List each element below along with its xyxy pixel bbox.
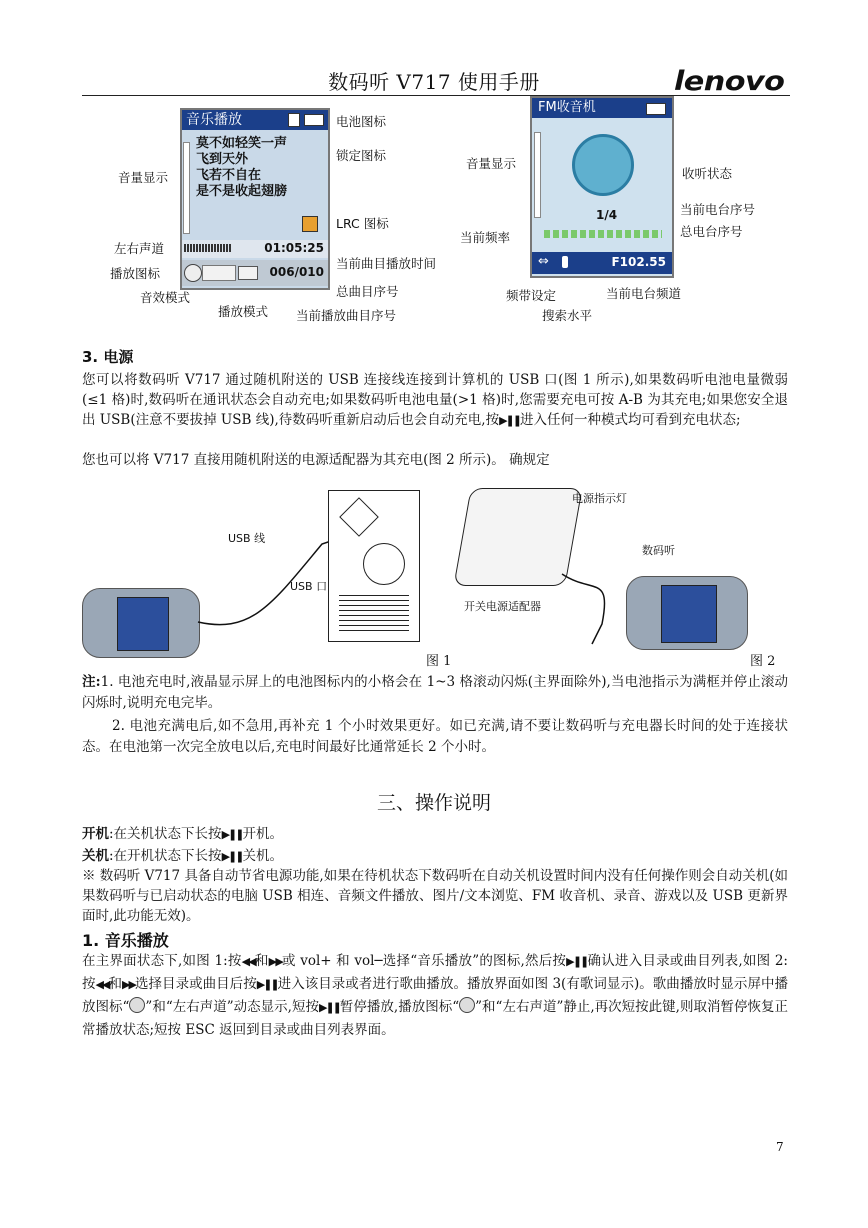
music-text: 和 <box>108 976 123 992</box>
next-icon: ▶▶ <box>122 978 135 991</box>
callout-lrc: LRC 图标 <box>336 216 389 231</box>
music-text: 选择目录或曲目后按 <box>135 976 257 992</box>
music-screen <box>180 108 330 290</box>
fig2-caption: 图 2 <box>750 654 776 669</box>
band-arrows-icon: ⇔ <box>538 254 549 269</box>
music-player-figure <box>100 104 450 324</box>
lock-icon <box>288 113 300 127</box>
callout-current-station: 当前电台序号 <box>680 202 756 217</box>
callout-channel: 左右声道 <box>114 241 165 256</box>
label-power-light: 电源指示灯 <box>572 492 627 505</box>
callout-volume: 音量显示 <box>466 156 517 171</box>
computer-tower <box>328 490 420 642</box>
callout-eq: 音效模式 <box>140 290 191 305</box>
player-device-right <box>626 576 748 650</box>
disc-icon <box>129 997 145 1013</box>
fan-grill <box>363 543 405 585</box>
label-player: 数码听 <box>642 544 675 557</box>
note-1-text: 1. 电池充电时,液晶显示屏上的电池图标内的小格会在 1~3 格滚动闪烁(主界面除外),当电池指示为满框并停止滚动闪烁时,说明充电完毕。 <box>82 674 789 711</box>
play-pause-icon: ▶❚❚ <box>318 1001 340 1014</box>
volume-bar <box>183 142 190 234</box>
label-usb-port: USB 口 <box>290 580 328 593</box>
page-number: 7 <box>776 1140 784 1154</box>
lyric-line: 莫不如轻笑一声 <box>196 136 288 151</box>
eq-icon <box>202 265 236 281</box>
player-screen <box>117 597 169 651</box>
music-text: 在主界面状态下,如图 1:按 <box>82 953 242 969</box>
antenna-status-icon <box>572 134 634 196</box>
lyrics-area <box>196 136 287 200</box>
callout-channel: 当前电台频道 <box>606 286 682 301</box>
fm-radio-figure <box>460 96 756 326</box>
search-level-icon <box>562 256 568 268</box>
note-2: 2. 电池充满电后,如不急用,再补充 1 个小时效果更好。如已充满,请不要让数码听与充电器长时间的处于连接状态。在电池第一次完全放电以后,充电时间最好比通常延长 2 个小时。 <box>82 718 788 755</box>
callout-mode: 播放模式 <box>218 304 269 319</box>
fm-screen <box>530 96 674 278</box>
fm-screen-title: FM收音机 <box>532 98 672 118</box>
power-off-text-end: 关机。 <box>242 848 283 864</box>
vent-slots <box>339 591 409 631</box>
lenovo-logo: lenovo <box>674 66 785 97</box>
fm-status-row <box>532 252 672 274</box>
time-row <box>182 240 328 258</box>
play-pause-icon: ▶❚❚ <box>221 850 243 863</box>
music-text: ”和“左右声道”静止,再次短按此键,则取消暂停恢复正常播放状态;短按 ESC 返回到目录或曲目列表界面。 <box>82 999 788 1038</box>
volume-bar <box>534 132 541 218</box>
callout-lock: 锁定图标 <box>336 148 387 163</box>
callout-play-icon: 播放图标 <box>110 266 161 281</box>
power-on-label: 开机 <box>82 826 109 842</box>
power-off-text: :在开机状态下长按 <box>109 848 222 864</box>
label-usb-cable: USB 线 <box>228 532 266 545</box>
frequency-readout: F102.55 <box>611 255 666 269</box>
fig1-caption: 图 1 <box>426 654 452 669</box>
power-on-text-end: 开机。 <box>242 826 283 842</box>
callout-current: 当前播放曲目序号 <box>296 308 397 323</box>
power-paragraph-1 <box>82 370 788 431</box>
player-screen <box>661 585 717 643</box>
power-paragraph-2: 您也可以将 V717 直接用随机附送的电源适配器为其充电(图 2 所示)。 确规定 <box>82 452 550 468</box>
callout-status: 收听状态 <box>682 166 733 181</box>
music-text: 或 vol+ 和 vol─选择“音乐播放”的图标,然后按 <box>282 953 567 969</box>
music-screen-title: 音乐播放 <box>182 110 328 130</box>
music-text: 确认进入目录或曲目列表,如图 2:按 <box>82 953 788 992</box>
play-pause-icon: ▶❚❚ <box>566 955 588 968</box>
music-text: 和 <box>254 953 269 969</box>
callout-band: 频带设定 <box>506 288 557 303</box>
fan-grill <box>339 497 379 537</box>
note-1 <box>82 672 788 714</box>
status-row <box>182 260 328 286</box>
next-icon: ▶▶ <box>268 955 282 968</box>
prev-icon: ◀◀ <box>95 978 109 991</box>
power-off-label: 关机 <box>82 848 109 864</box>
lyric-line: 飞若不自在 <box>196 168 262 183</box>
callout-total: 总曲目序号 <box>336 284 399 299</box>
frequency-meter <box>544 230 662 238</box>
music-text: 进入该目录或者进行歌曲播放。播放界面如图 3(有歌词显示)。歌曲播放时显示屏中播放图标“ <box>82 976 788 1015</box>
music-text: 暂停播放,播放图标“ <box>339 999 460 1015</box>
callout-search: 搜索水平 <box>542 308 593 323</box>
power-off-line <box>82 846 788 867</box>
callout-battery: 电池图标 <box>336 114 387 129</box>
station-index: 1/4 <box>596 208 618 222</box>
battery-icon <box>304 114 324 126</box>
lyric-line: 是不是收起翅膀 <box>196 184 288 199</box>
disc-icon <box>459 997 475 1013</box>
prev-icon: ◀◀ <box>241 955 255 968</box>
battery-icon <box>646 103 666 115</box>
callout-total-station: 总电台序号 <box>680 224 743 239</box>
music-paragraph <box>82 950 788 1042</box>
repeat-mode-icon <box>238 266 258 280</box>
chapter-title: 三、操作说明 <box>376 792 491 814</box>
section-heading-music: 1. 音乐播放 <box>82 931 169 950</box>
play-pause-icon: ▶❚❚ <box>499 414 520 427</box>
power-on-line <box>82 824 788 845</box>
label-adapter: 开关电源适配器 <box>464 600 541 613</box>
lyric-line: 飞到天外 <box>196 152 249 167</box>
note-label: 注: <box>82 674 101 690</box>
power-text-tail: 进入任何一种模式均可看到充电状态; <box>520 412 741 428</box>
play-pause-icon: ▶❚❚ <box>221 828 243 841</box>
play-time: 01:05:25 <box>264 241 324 255</box>
play-disc-icon <box>184 264 202 282</box>
music-text: ”和“左右声道”动态显示,短按 <box>145 999 319 1015</box>
callout-frequency: 当前频率 <box>460 230 511 245</box>
track-counter: 006/010 <box>269 265 324 279</box>
play-pause-icon: ▶❚❚ <box>256 978 278 991</box>
lrc-icon <box>302 216 318 232</box>
auto-off-paragraph: ※ 数码听 V717 具备自动节省电源功能,如果在待机状态下数码听在自动关机设置时间内没有任何操作则会自动关机(如果数码听与已启动状态的电脑 USB 相连、音频文件播放、图片/文本浏览、FM 收音机、录音、游戏以及 USB 更新界面时,此功能无效)。 <box>82 868 788 924</box>
power-on-text: :在关机状态下长按 <box>109 826 222 842</box>
callout-play-time: 当前曲目播放时间 <box>336 256 437 271</box>
section-heading-power: 3. 电源 <box>82 348 134 366</box>
power-text: 您可以将数码听 V717 通过随机附送的 USB 连接线连接到计算机的 USB 口(图 1 所示),如果数码听电池电量微弱(≤1 格)时,数码听在通讯状态会自动充电;如果数码听电池电量(>1 格)时,您需要充电可按 A-B 为其充电;如果您安全退出 USB(注意不要拔掉 USB 线),待数码听重新启动后也会自动充电,按 <box>82 372 788 428</box>
charging-figure <box>82 484 788 668</box>
page-header-title: 数码听 V717 使用手册 <box>328 70 540 94</box>
channel-meter <box>184 244 232 252</box>
callout-volume: 音量显示 <box>118 170 169 185</box>
